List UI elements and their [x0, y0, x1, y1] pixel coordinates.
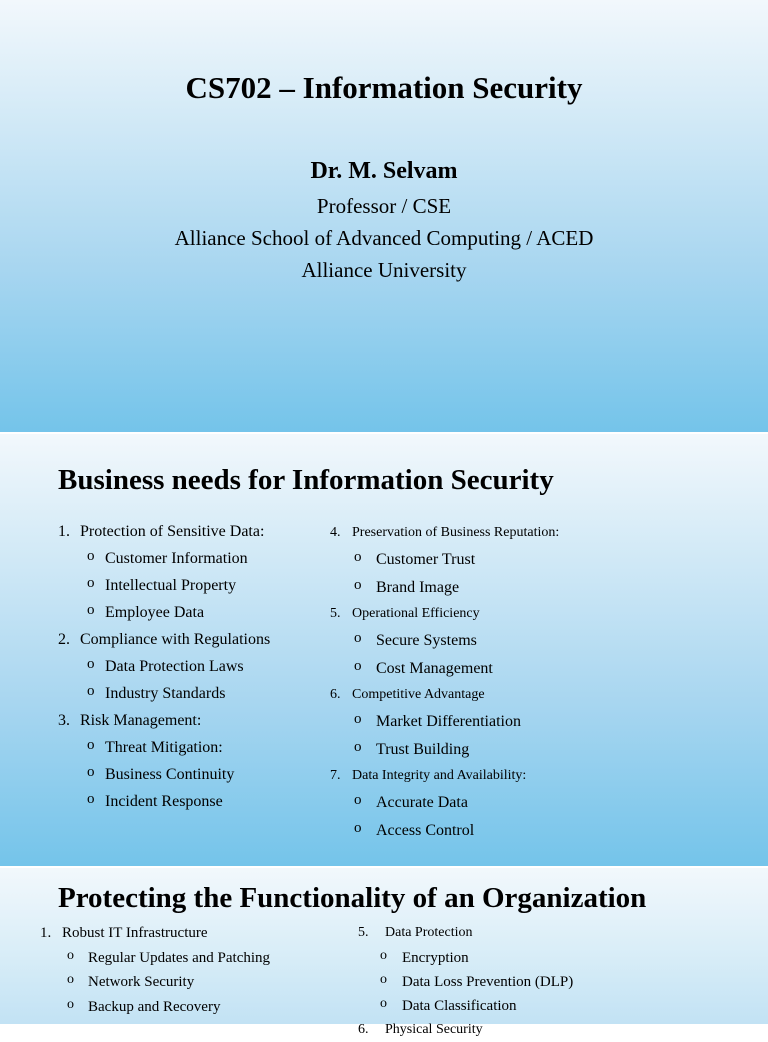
bullet-icon: o [87, 786, 95, 813]
functionality-slide [0, 868, 768, 1024]
left-column [40, 921, 340, 1019]
slide-heading: Business needs for Information Security [58, 464, 554, 497]
sub-item-label: Intellectual Property [105, 577, 236, 594]
author-school: Alliance School of Advanced Computing / ACED [0, 226, 768, 251]
title-slide [0, 0, 768, 432]
bullet-icon: o [67, 944, 74, 969]
item-number: 1. [40, 921, 62, 946]
sub-item-label: Cost Management [376, 660, 493, 677]
sub-item-label: Business Continuity [105, 766, 234, 783]
slide-heading: Protecting the Functionality of an Organization [58, 882, 646, 915]
sub-bullet-item [358, 946, 758, 970]
bullet-icon: o [380, 944, 387, 968]
sub-bullet-item [358, 994, 758, 1018]
sub-bullet-item [330, 627, 750, 655]
item-number: 2. [58, 626, 80, 653]
sub-item-label: Incident Response [105, 793, 223, 810]
sub-bullet-item [58, 761, 318, 788]
sub-bullet-item [58, 734, 318, 761]
sub-item-label: Secure Systems [376, 632, 477, 649]
bullet-icon: o [87, 759, 95, 786]
numbered-item [58, 518, 318, 545]
sub-item-label: Market Differentiation [376, 713, 521, 730]
sub-bullet-item [358, 970, 758, 994]
left-column [58, 518, 318, 815]
item-label: Data Protection [385, 925, 472, 940]
item-number: 1. [58, 518, 80, 545]
sub-bullet-item [40, 995, 340, 1020]
sub-bullet-item [58, 653, 318, 680]
bullet-icon: o [380, 992, 387, 1016]
sub-bullet-item [58, 680, 318, 707]
bullet-icon: o [354, 815, 362, 843]
author-role: Professor / CSE [0, 194, 768, 219]
sub-item-label: Backup and Recovery [88, 999, 220, 1015]
sub-bullet-item [58, 788, 318, 815]
business-needs-slide [0, 434, 768, 866]
bullet-icon: o [354, 572, 362, 600]
right-column [358, 921, 758, 1042]
numbered-item [58, 626, 318, 653]
sub-bullet-item [330, 708, 750, 736]
numbered-item [358, 921, 758, 946]
item-label: Data Integrity and Availability: [352, 768, 526, 783]
bullet-icon: o [354, 653, 362, 681]
sub-item-label: Brand Image [376, 579, 459, 596]
item-number: 5. [330, 601, 352, 627]
sub-bullet-item [58, 572, 318, 599]
item-label: Physical Security [385, 1022, 483, 1037]
numbered-item [330, 763, 750, 789]
sub-item-label: Customer Information [105, 550, 248, 567]
sub-item-label: Access Control [376, 822, 474, 839]
sub-item-label: Employee Data [105, 604, 204, 621]
bullet-icon: o [67, 993, 74, 1018]
bullet-icon: o [87, 570, 95, 597]
numbered-item [330, 601, 750, 627]
numbered-item [40, 921, 340, 946]
sub-item-label: Data Loss Prevention (DLP) [402, 974, 573, 990]
course-title: CS702 – Information Security [0, 70, 768, 106]
author-university: Alliance University [0, 258, 768, 283]
item-label: Robust IT Infrastructure [62, 925, 208, 941]
item-label: Preservation of Business Reputation: [352, 525, 559, 540]
item-label: Protection of Sensitive Data: [80, 523, 264, 540]
bullet-icon: o [87, 651, 95, 678]
sub-item-label: Regular Updates and Patching [88, 950, 270, 966]
sub-bullet-item [330, 817, 750, 845]
item-number: 7. [330, 763, 352, 789]
author-name: Dr. M. Selvam [0, 158, 768, 185]
bullet-icon: o [354, 706, 362, 734]
bullet-icon: o [87, 597, 95, 624]
sub-item-label: Trust Building [376, 741, 469, 758]
bullet-icon: o [87, 543, 95, 570]
sub-bullet-item [330, 736, 750, 764]
bullet-icon: o [87, 678, 95, 705]
sub-item-label: Encryption [402, 950, 469, 966]
sub-bullet-item [330, 655, 750, 683]
item-number: 5. [358, 921, 385, 946]
bullet-icon: o [354, 625, 362, 653]
bullet-icon: o [87, 732, 95, 759]
sub-item-label: Data Protection Laws [105, 658, 244, 675]
numbered-item [330, 520, 750, 546]
sub-bullet-item [330, 789, 750, 817]
numbered-item [358, 1018, 758, 1042]
item-label: Competitive Advantage [352, 687, 485, 702]
sub-item-label: Accurate Data [376, 794, 468, 811]
bullet-icon: o [354, 787, 362, 815]
sub-item-label: Data Classification [402, 998, 517, 1014]
right-column [330, 520, 750, 844]
sub-bullet-item [58, 599, 318, 626]
sub-item-label: Customer Trust [376, 551, 475, 568]
sub-bullet-item [330, 574, 750, 602]
numbered-item [330, 682, 750, 708]
sub-bullet-item [40, 970, 340, 995]
sub-item-label: Industry Standards [105, 685, 225, 702]
bullet-icon: o [380, 968, 387, 992]
sub-bullet-item [58, 545, 318, 572]
item-label: Operational Efficiency [352, 606, 480, 621]
item-number: 3. [58, 707, 80, 734]
item-number: 4. [330, 520, 352, 546]
sub-item-label: Threat Mitigation: [105, 739, 223, 756]
bullet-icon: o [67, 968, 74, 993]
item-label: Risk Management: [80, 712, 201, 729]
sub-bullet-item [40, 946, 340, 971]
item-number: 6. [330, 682, 352, 708]
item-number: 6. [358, 1018, 385, 1042]
bullet-icon: o [354, 734, 362, 762]
sub-bullet-item [330, 546, 750, 574]
numbered-item [58, 707, 318, 734]
item-label: Compliance with Regulations [80, 631, 270, 648]
sub-item-label: Network Security [88, 974, 194, 990]
bullet-icon: o [354, 544, 362, 572]
